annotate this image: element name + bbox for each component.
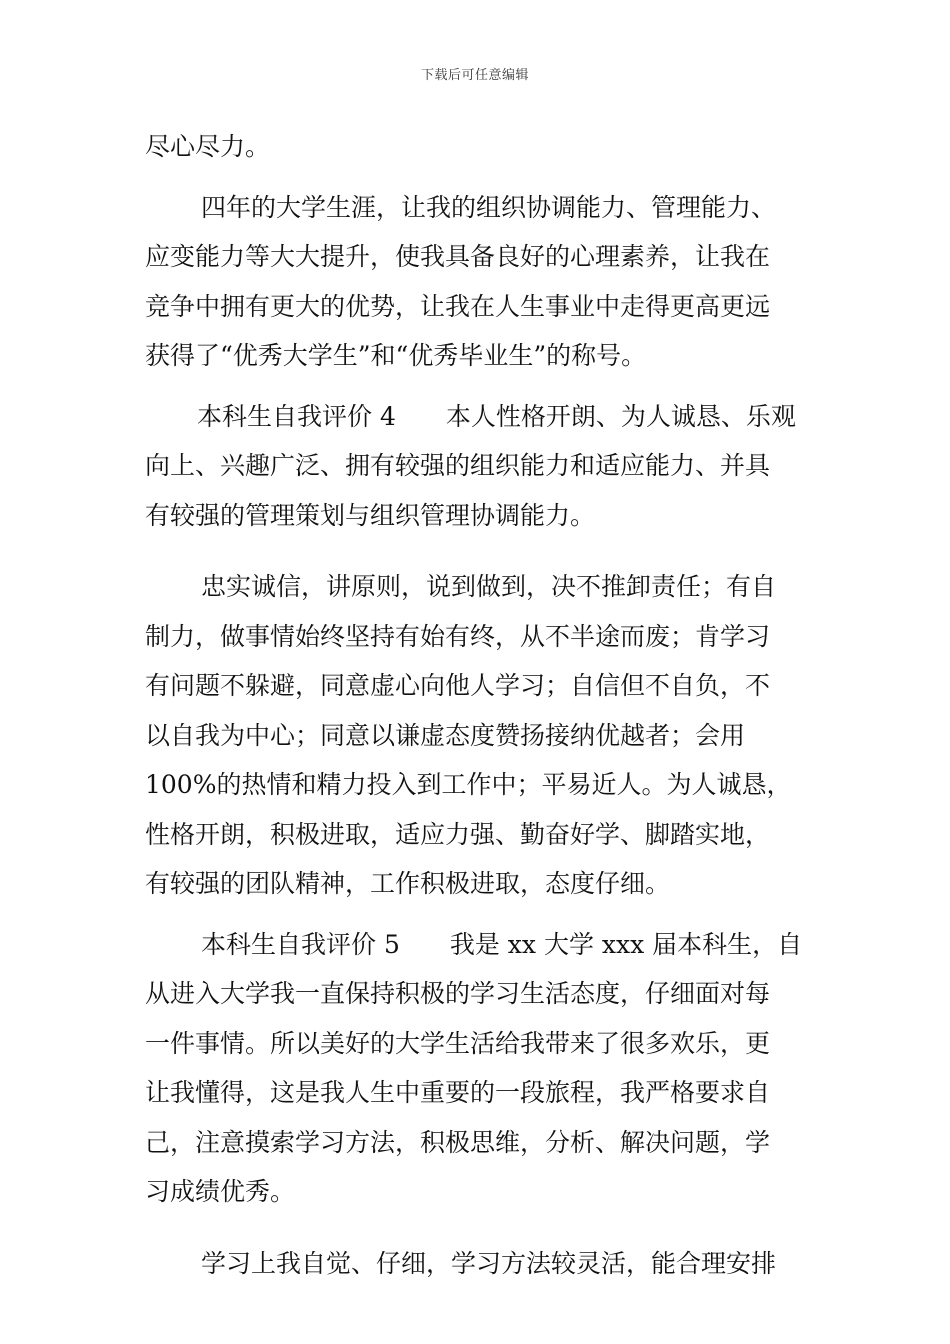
- paragraph-line: 以自我为中心；同意以谦虚态度赞扬接纳优越者；会用: [145, 720, 746, 750]
- section-heading: 本科生自我评价 5: [201, 929, 400, 959]
- paragraph-text: 我是 xx 大学 xxx 届本科生，自: [449, 929, 803, 959]
- paragraph-line: 四年的大学生涯，让我的组织协调能力、管理能力、: [201, 192, 777, 222]
- paragraph-line: 获得了“优秀大学生”和“优秀毕业生”的称号。: [145, 341, 647, 370]
- paragraph-line: 向上、兴趣广泛、拥有较强的组织能力和适应能力、并具: [145, 451, 771, 480]
- paragraph-line: 有较强的团队精神，工作积极进取，态度仔细。: [145, 869, 671, 898]
- paragraph-text: 本人性格开朗、为人诚恳、乐观: [445, 401, 796, 431]
- paragraph-line: 忠实诚信，讲原则，说到做到，决不推卸责任；有自: [201, 572, 777, 601]
- paragraph-line: 学习上我自觉、仔细，学习方法较灵活，能合理安排: [201, 1248, 777, 1278]
- paragraph-line: 有较强的管理策划与组织管理协调能力。: [145, 500, 596, 530]
- page-header-note: 下载后可任意编辑: [420, 68, 529, 83]
- paragraph-line: 一件事情。所以美好的大学生活给我带来了很多欢乐，更: [145, 1028, 771, 1058]
- paragraph-line: 制力，做事情始终坚持有始有终，从不半途而废；肯学习: [145, 621, 771, 651]
- paragraph-line: 性格开朗，积极进取，适应力强、勤奋好学、脚踏实地，: [145, 819, 771, 849]
- paragraph-line: 竞争中拥有更大的优势，让我在人生事业中走得更高更远: [145, 291, 771, 321]
- section-heading-line: [145, 392, 809, 442]
- paragraph-line: 尽心尽力。: [145, 132, 271, 161]
- section-heading-line: [145, 920, 809, 970]
- paragraph-line: 有问题不躲避，同意虚心向他人学习；自信但不自负，不: [145, 671, 771, 700]
- paragraph-line: 让我懂得，这是我人生中重要的一段旅程，我严格要求自: [145, 1078, 771, 1107]
- paragraph-line: 应变能力等大大提升，使我具备良好的心理素养，让我在: [145, 242, 771, 271]
- document-body: [145, 122, 809, 1288]
- paragraph-line: 习成绩优秀。: [145, 1177, 296, 1206]
- paragraph-line: 从进入大学我一直保持积极的学习生活态度，仔细面对每: [145, 979, 771, 1008]
- section-heading: 本科生自我评价 4: [197, 401, 396, 431]
- paragraph-line: 己，注意摸索学习方法，积极思维，分析、解决问题，学: [145, 1127, 771, 1157]
- paragraph-line: 100%的热情和精力投入到工作中；平易近人。为人诚恳，: [145, 770, 792, 799]
